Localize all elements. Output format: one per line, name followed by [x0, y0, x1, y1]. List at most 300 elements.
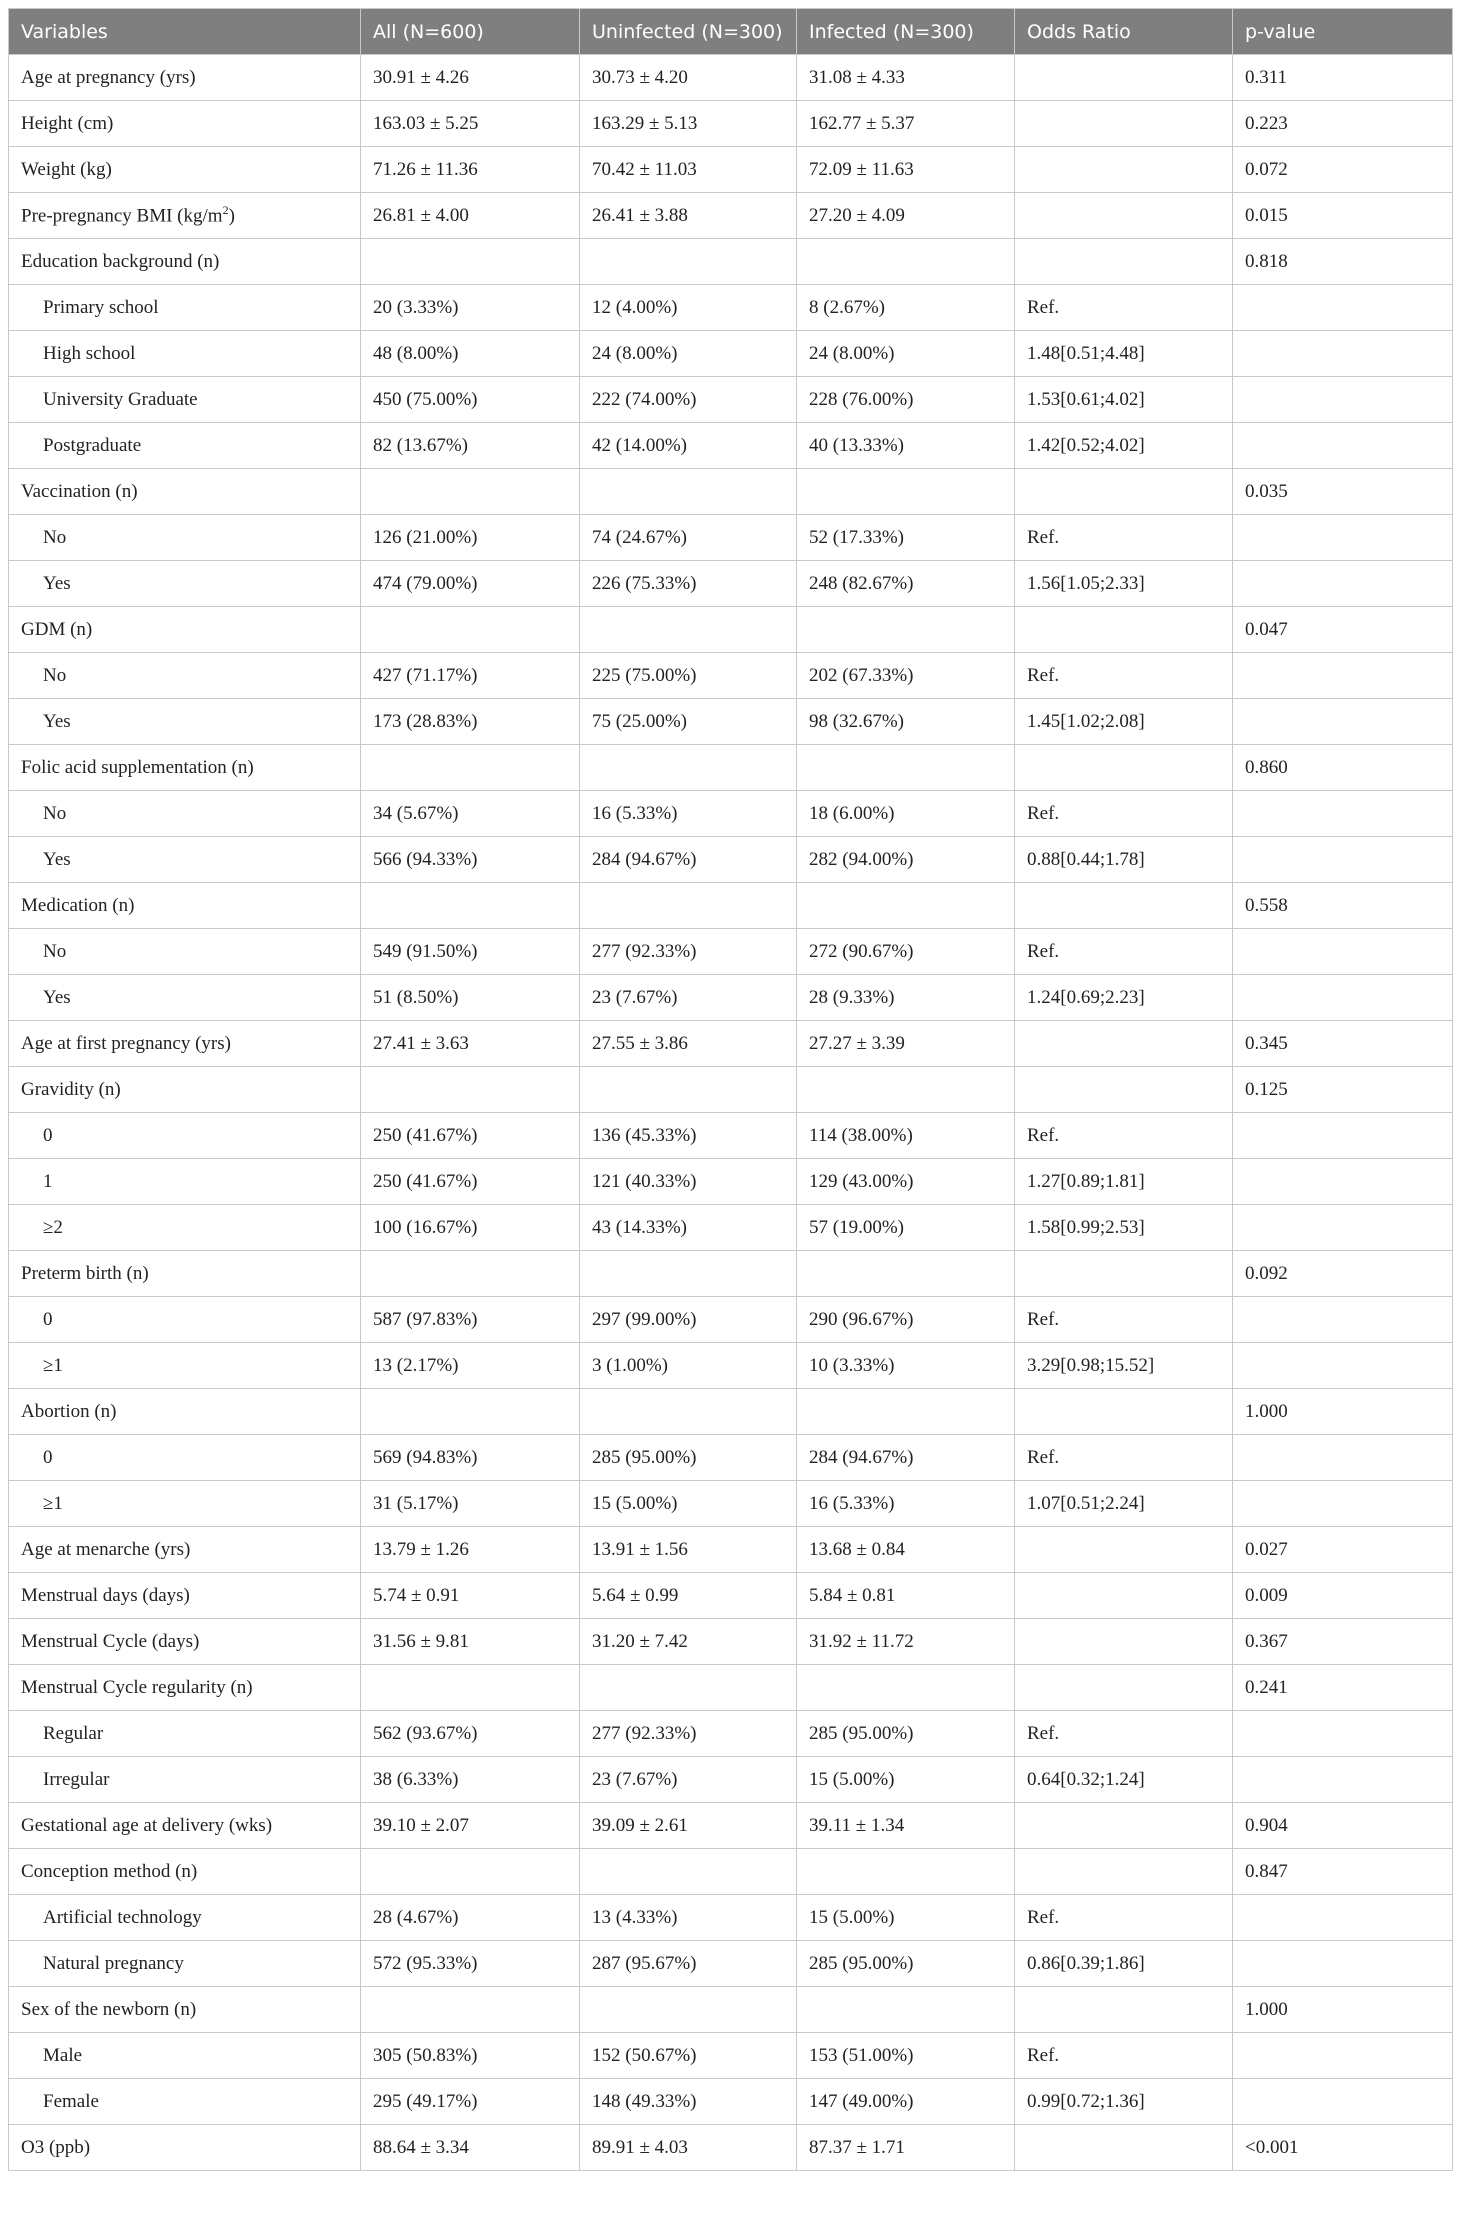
variable-label: [9, 55, 361, 101]
variable-label: [9, 1021, 361, 1067]
variable-label: [9, 1297, 361, 1343]
cell-uninfected: [580, 745, 797, 791]
variable-label-text: O3 (ppb): [21, 2136, 91, 2158]
table-row: [9, 1389, 1453, 1435]
variable-label: [9, 1435, 361, 1481]
cell-p-value: 1.000: [1233, 1389, 1453, 1435]
cell-all: 48 (8.00%): [361, 331, 580, 377]
cell-all: 88.64 ± 3.34: [361, 2125, 580, 2171]
cell-uninfected: 225 (75.00%): [580, 653, 797, 699]
variable-label: [9, 1895, 361, 1941]
cell-infected: 15 (5.00%): [797, 1757, 1015, 1803]
table-row: [9, 1619, 1453, 1665]
table-row: [9, 1435, 1453, 1481]
cell-infected: [797, 469, 1015, 515]
cell-uninfected: 43 (14.33%): [580, 1205, 797, 1251]
table-row: [9, 193, 1453, 239]
variable-label: [9, 1251, 361, 1297]
cell-infected: 285 (95.00%): [797, 1711, 1015, 1757]
table-row: [9, 653, 1453, 699]
cell-odds-ratio: 1.53[0.61;4.02]: [1015, 377, 1233, 423]
variable-label-text: Medication (n): [21, 894, 135, 916]
cell-p-value: [1233, 2079, 1453, 2125]
variable-label: [9, 1527, 361, 1573]
cell-all: 31.56 ± 9.81: [361, 1619, 580, 1665]
table-row: [9, 239, 1453, 285]
cell-uninfected: [580, 607, 797, 653]
cell-odds-ratio: 0.64[0.32;1.24]: [1015, 1757, 1233, 1803]
cell-all: [361, 745, 580, 791]
table-row: [9, 791, 1453, 837]
cell-odds-ratio: 1.24[0.69;2.23]: [1015, 975, 1233, 1021]
variable-label-text: Gestational age at delivery (wks): [21, 1814, 273, 1836]
cell-all: 13.79 ± 1.26: [361, 1527, 580, 1573]
variable-label: [9, 1711, 361, 1757]
table-row: [9, 1987, 1453, 2033]
cell-all: 250 (41.67%): [361, 1113, 580, 1159]
cell-all: 250 (41.67%): [361, 1159, 580, 1205]
table-row: [9, 607, 1453, 653]
cell-all: [361, 1067, 580, 1113]
cell-infected: 153 (51.00%): [797, 2033, 1015, 2079]
variable-label: [9, 331, 361, 377]
cell-uninfected: 121 (40.33%): [580, 1159, 797, 1205]
cell-p-value: [1233, 285, 1453, 331]
cell-infected: [797, 745, 1015, 791]
cell-all: 34 (5.67%): [361, 791, 580, 837]
table-row: [9, 377, 1453, 423]
cell-p-value: 0.904: [1233, 1803, 1453, 1849]
cell-uninfected: [580, 1067, 797, 1113]
cell-p-value: 0.367: [1233, 1619, 1453, 1665]
variable-label: [9, 193, 361, 239]
cell-odds-ratio: [1015, 1987, 1233, 2033]
cell-infected: 87.37 ± 1.71: [797, 2125, 1015, 2171]
variable-label: [9, 883, 361, 929]
cell-all: [361, 1251, 580, 1297]
cell-uninfected: 13 (4.33%): [580, 1895, 797, 1941]
cell-p-value: [1233, 653, 1453, 699]
cell-odds-ratio: [1015, 1665, 1233, 1711]
cell-odds-ratio: [1015, 607, 1233, 653]
variable-label-text: Regular: [43, 1722, 104, 1744]
cell-p-value: 0.223: [1233, 101, 1453, 147]
cell-p-value: [1233, 377, 1453, 423]
table-row: [9, 1527, 1453, 1573]
cell-infected: 5.84 ± 0.81: [797, 1573, 1015, 1619]
variable-label-text: No: [43, 664, 67, 686]
variable-label-text: Postgraduate: [43, 434, 142, 456]
cell-uninfected: 148 (49.33%): [580, 2079, 797, 2125]
cell-p-value: [1233, 2033, 1453, 2079]
cell-infected: 202 (67.33%): [797, 653, 1015, 699]
cell-infected: 27.27 ± 3.39: [797, 1021, 1015, 1067]
cell-all: [361, 883, 580, 929]
table-row: [9, 1803, 1453, 1849]
cell-infected: 228 (76.00%): [797, 377, 1015, 423]
cell-p-value: 0.818: [1233, 239, 1453, 285]
variable-label: [9, 239, 361, 285]
cell-uninfected: 297 (99.00%): [580, 1297, 797, 1343]
cell-p-value: [1233, 1481, 1453, 1527]
cell-all: 450 (75.00%): [361, 377, 580, 423]
variable-label-text: Gravidity (n): [21, 1078, 121, 1100]
cell-infected: [797, 1251, 1015, 1297]
cell-infected: 57 (19.00%): [797, 1205, 1015, 1251]
cell-odds-ratio: 3.29[0.98;15.52]: [1015, 1343, 1233, 1389]
variable-label: [9, 101, 361, 147]
cell-p-value: [1233, 515, 1453, 561]
cell-infected: [797, 607, 1015, 653]
cell-p-value: [1233, 1895, 1453, 1941]
cell-all: 39.10 ± 2.07: [361, 1803, 580, 1849]
variable-label: [9, 1619, 361, 1665]
variable-label: [9, 975, 361, 1021]
cell-infected: 28 (9.33%): [797, 975, 1015, 1021]
variable-label-text: Conception method (n): [21, 1860, 198, 1882]
cell-all: 31 (5.17%): [361, 1481, 580, 1527]
cell-uninfected: 13.91 ± 1.56: [580, 1527, 797, 1573]
variable-label-text: Yes: [43, 572, 71, 594]
cell-all: 28 (4.67%): [361, 1895, 580, 1941]
variable-label: [9, 285, 361, 331]
cell-uninfected: 15 (5.00%): [580, 1481, 797, 1527]
cell-infected: 24 (8.00%): [797, 331, 1015, 377]
cell-odds-ratio: [1015, 745, 1233, 791]
table-row: [9, 975, 1453, 1021]
cell-odds-ratio: Ref.: [1015, 1297, 1233, 1343]
cell-infected: [797, 239, 1015, 285]
cell-uninfected: 74 (24.67%): [580, 515, 797, 561]
cell-infected: 272 (90.67%): [797, 929, 1015, 975]
cell-uninfected: [580, 1389, 797, 1435]
variable-label-text: Natural pregnancy: [43, 1952, 184, 1974]
variable-label-text: No: [43, 526, 67, 548]
cell-infected: [797, 1849, 1015, 1895]
table-row: [9, 2079, 1453, 2125]
variable-label-text: Menstrual Cycle (days): [21, 1630, 200, 1652]
cell-uninfected: [580, 1665, 797, 1711]
data-table: [8, 8, 1453, 2171]
variable-label-text: Male: [43, 2044, 83, 2066]
cell-infected: 52 (17.33%): [797, 515, 1015, 561]
table-row: [9, 285, 1453, 331]
cell-p-value: [1233, 331, 1453, 377]
variable-label-text: University Graduate: [43, 388, 198, 410]
cell-infected: 16 (5.33%): [797, 1481, 1015, 1527]
cell-odds-ratio: 1.56[1.05;2.33]: [1015, 561, 1233, 607]
variable-label: [9, 469, 361, 515]
variable-label-text: Age at pregnancy (yrs): [21, 66, 196, 88]
cell-all: [361, 239, 580, 285]
cell-uninfected: 23 (7.67%): [580, 1757, 797, 1803]
cell-uninfected: 277 (92.33%): [580, 1711, 797, 1757]
cell-p-value: 0.125: [1233, 1067, 1453, 1113]
cell-all: 38 (6.33%): [361, 1757, 580, 1803]
cell-p-value: [1233, 929, 1453, 975]
cell-p-value: 0.558: [1233, 883, 1453, 929]
cell-infected: 290 (96.67%): [797, 1297, 1015, 1343]
variable-label: [9, 423, 361, 469]
variable-label-text: 0: [43, 1124, 53, 1146]
cell-infected: 98 (32.67%): [797, 699, 1015, 745]
table-row: [9, 1205, 1453, 1251]
variable-label-text: Weight (kg): [21, 158, 112, 180]
cell-all: 163.03 ± 5.25: [361, 101, 580, 147]
table-row: [9, 1343, 1453, 1389]
variable-label-text: Education background (n): [21, 250, 220, 272]
cell-odds-ratio: 1.27[0.89;1.81]: [1015, 1159, 1233, 1205]
cell-odds-ratio: [1015, 1021, 1233, 1067]
cell-uninfected: 277 (92.33%): [580, 929, 797, 975]
table-row: [9, 1573, 1453, 1619]
variable-label: [9, 1757, 361, 1803]
cell-all: 27.41 ± 3.63: [361, 1021, 580, 1067]
cell-infected: 284 (94.67%): [797, 1435, 1015, 1481]
cell-all: [361, 1849, 580, 1895]
variable-label: [9, 515, 361, 561]
table-row: [9, 883, 1453, 929]
cell-p-value: 0.027: [1233, 1527, 1453, 1573]
cell-all: [361, 1665, 580, 1711]
cell-all: 5.74 ± 0.91: [361, 1573, 580, 1619]
header-odds-ratio: Odds Ratio: [1015, 9, 1233, 55]
cell-infected: 72.09 ± 11.63: [797, 147, 1015, 193]
variable-label-text: Yes: [43, 986, 71, 1008]
cell-all: [361, 469, 580, 515]
cell-odds-ratio: 1.42[0.52;4.02]: [1015, 423, 1233, 469]
cell-p-value: 0.345: [1233, 1021, 1453, 1067]
cell-p-value: [1233, 837, 1453, 883]
variable-label: [9, 1665, 361, 1711]
cell-infected: 31.08 ± 4.33: [797, 55, 1015, 101]
cell-infected: 282 (94.00%): [797, 837, 1015, 883]
cell-infected: [797, 1987, 1015, 2033]
variable-label: [9, 1941, 361, 1987]
table-row: [9, 1297, 1453, 1343]
cell-all: 587 (97.83%): [361, 1297, 580, 1343]
variable-label: [9, 2125, 361, 2171]
variable-label: [9, 1987, 361, 2033]
variable-label: [9, 2079, 361, 2125]
variable-label: [9, 837, 361, 883]
variable-label: [9, 2033, 361, 2079]
variable-label: [9, 1067, 361, 1113]
cell-odds-ratio: [1015, 1849, 1233, 1895]
table-row: [9, 699, 1453, 745]
cell-uninfected: 89.91 ± 4.03: [580, 2125, 797, 2171]
variable-label: [9, 791, 361, 837]
cell-infected: 40 (13.33%): [797, 423, 1015, 469]
cell-p-value: 0.047: [1233, 607, 1453, 653]
cell-p-value: 0.847: [1233, 1849, 1453, 1895]
table-row: [9, 469, 1453, 515]
cell-all: 569 (94.83%): [361, 1435, 580, 1481]
cell-uninfected: 30.73 ± 4.20: [580, 55, 797, 101]
cell-uninfected: 284 (94.67%): [580, 837, 797, 883]
table-container: [8, 8, 1452, 2171]
variable-label-text: ≥1: [43, 1492, 63, 1514]
cell-uninfected: 75 (25.00%): [580, 699, 797, 745]
cell-p-value: [1233, 561, 1453, 607]
cell-odds-ratio: [1015, 883, 1233, 929]
cell-odds-ratio: [1015, 55, 1233, 101]
cell-infected: 39.11 ± 1.34: [797, 1803, 1015, 1849]
cell-all: 572 (95.33%): [361, 1941, 580, 1987]
cell-odds-ratio: 1.45[1.02;2.08]: [1015, 699, 1233, 745]
cell-p-value: [1233, 1757, 1453, 1803]
header-variables: Variables: [9, 9, 361, 55]
variable-label-text: 0: [43, 1446, 53, 1468]
cell-all: [361, 1987, 580, 2033]
cell-all: 82 (13.67%): [361, 423, 580, 469]
cell-infected: 129 (43.00%): [797, 1159, 1015, 1205]
cell-infected: 13.68 ± 0.84: [797, 1527, 1015, 1573]
variable-label-text: Preterm birth (n): [21, 1262, 149, 1284]
variable-label-text: Age at first pregnancy (yrs): [21, 1032, 231, 1054]
table-row: [9, 929, 1453, 975]
variable-label-text: ≥1: [43, 1354, 63, 1376]
variable-label-text: Age at menarche (yrs): [21, 1538, 191, 1560]
table-row: [9, 1665, 1453, 1711]
table-row: [9, 1849, 1453, 1895]
cell-odds-ratio: Ref.: [1015, 791, 1233, 837]
cell-uninfected: [580, 469, 797, 515]
cell-p-value: <0.001: [1233, 2125, 1453, 2171]
cell-odds-ratio: Ref.: [1015, 1435, 1233, 1481]
cell-p-value: 0.015: [1233, 193, 1453, 239]
cell-all: 295 (49.17%): [361, 2079, 580, 2125]
cell-odds-ratio: [1015, 1573, 1233, 1619]
cell-odds-ratio: 1.07[0.51;2.24]: [1015, 1481, 1233, 1527]
cell-uninfected: 287 (95.67%): [580, 1941, 797, 1987]
cell-odds-ratio: [1015, 1527, 1233, 1573]
cell-p-value: 0.311: [1233, 55, 1453, 101]
table-row: [9, 423, 1453, 469]
table-row: [9, 55, 1453, 101]
cell-infected: [797, 1067, 1015, 1113]
cell-p-value: [1233, 1297, 1453, 1343]
variable-label: [9, 1573, 361, 1619]
table-row: [9, 515, 1453, 561]
variable-label-text: GDM (n): [21, 618, 93, 640]
variable-label: [9, 1389, 361, 1435]
cell-p-value: 0.072: [1233, 147, 1453, 193]
cell-infected: [797, 1665, 1015, 1711]
cell-odds-ratio: [1015, 239, 1233, 285]
cell-odds-ratio: Ref.: [1015, 1113, 1233, 1159]
cell-uninfected: 12 (4.00%): [580, 285, 797, 331]
cell-uninfected: [580, 883, 797, 929]
cell-odds-ratio: 1.58[0.99;2.53]: [1015, 1205, 1233, 1251]
variable-label-text: Vaccination (n): [21, 480, 138, 502]
cell-uninfected: 31.20 ± 7.42: [580, 1619, 797, 1665]
cell-p-value: [1233, 1159, 1453, 1205]
cell-odds-ratio: [1015, 147, 1233, 193]
cell-all: 100 (16.67%): [361, 1205, 580, 1251]
variable-label-text: Yes: [43, 848, 71, 870]
table-row: [9, 331, 1453, 377]
table-row: [9, 1895, 1453, 1941]
cell-uninfected: [580, 239, 797, 285]
cell-uninfected: 3 (1.00%): [580, 1343, 797, 1389]
cell-uninfected: 136 (45.33%): [580, 1113, 797, 1159]
variable-label-text: ≥2: [43, 1216, 63, 1238]
cell-odds-ratio: [1015, 1619, 1233, 1665]
cell-all: 173 (28.83%): [361, 699, 580, 745]
cell-uninfected: [580, 1849, 797, 1895]
variable-label-text: Menstrual Cycle regularity (n): [21, 1676, 253, 1698]
cell-all: 474 (79.00%): [361, 561, 580, 607]
cell-odds-ratio: [1015, 1803, 1233, 1849]
table-body: [9, 55, 1453, 2171]
cell-all: [361, 607, 580, 653]
superscript: 2: [222, 203, 229, 218]
cell-uninfected: 24 (8.00%): [580, 331, 797, 377]
cell-infected: 114 (38.00%): [797, 1113, 1015, 1159]
cell-odds-ratio: 0.86[0.39;1.86]: [1015, 1941, 1233, 1987]
cell-all: 549 (91.50%): [361, 929, 580, 975]
cell-odds-ratio: Ref.: [1015, 929, 1233, 975]
table-row: [9, 1481, 1453, 1527]
cell-p-value: 0.035: [1233, 469, 1453, 515]
header-p-value: p-value: [1233, 9, 1453, 55]
cell-uninfected: 16 (5.33%): [580, 791, 797, 837]
cell-odds-ratio: Ref.: [1015, 515, 1233, 561]
table-row: [9, 101, 1453, 147]
cell-infected: 18 (6.00%): [797, 791, 1015, 837]
variable-label: [9, 1481, 361, 1527]
variable-label-text: No: [43, 802, 67, 824]
cell-p-value: [1233, 1113, 1453, 1159]
cell-odds-ratio: [1015, 2125, 1233, 2171]
cell-infected: 248 (82.67%): [797, 561, 1015, 607]
cell-infected: 147 (49.00%): [797, 2079, 1015, 2125]
cell-uninfected: 42 (14.00%): [580, 423, 797, 469]
cell-all: [361, 1389, 580, 1435]
variable-label-text: Irregular: [43, 1768, 110, 1790]
variable-label-end: ): [228, 205, 235, 227]
variable-label: [9, 1343, 361, 1389]
table-row: [9, 837, 1453, 883]
variable-label: [9, 147, 361, 193]
cell-infected: [797, 1389, 1015, 1435]
cell-p-value: [1233, 1343, 1453, 1389]
cell-uninfected: 285 (95.00%): [580, 1435, 797, 1481]
variable-label-text: Pre-pregnancy BMI (kg/m: [21, 205, 223, 227]
cell-uninfected: 222 (74.00%): [580, 377, 797, 423]
variable-label: [9, 1849, 361, 1895]
cell-p-value: [1233, 791, 1453, 837]
cell-uninfected: [580, 1987, 797, 2033]
table-row: [9, 2125, 1453, 2171]
cell-p-value: 0.241: [1233, 1665, 1453, 1711]
variable-label-text: Abortion (n): [21, 1400, 117, 1422]
table-row: [9, 2033, 1453, 2079]
cell-odds-ratio: [1015, 1251, 1233, 1297]
cell-all: 30.91 ± 4.26: [361, 55, 580, 101]
table-row: [9, 1757, 1453, 1803]
cell-p-value: 0.860: [1233, 745, 1453, 791]
cell-all: 26.81 ± 4.00: [361, 193, 580, 239]
cell-odds-ratio: [1015, 101, 1233, 147]
variable-label-text: Height (cm): [21, 112, 114, 134]
cell-all: 13 (2.17%): [361, 1343, 580, 1389]
variable-label-text: 1: [43, 1170, 53, 1192]
variable-label-text: Folic acid supplementation (n): [21, 756, 254, 778]
cell-p-value: 0.092: [1233, 1251, 1453, 1297]
cell-odds-ratio: Ref.: [1015, 653, 1233, 699]
